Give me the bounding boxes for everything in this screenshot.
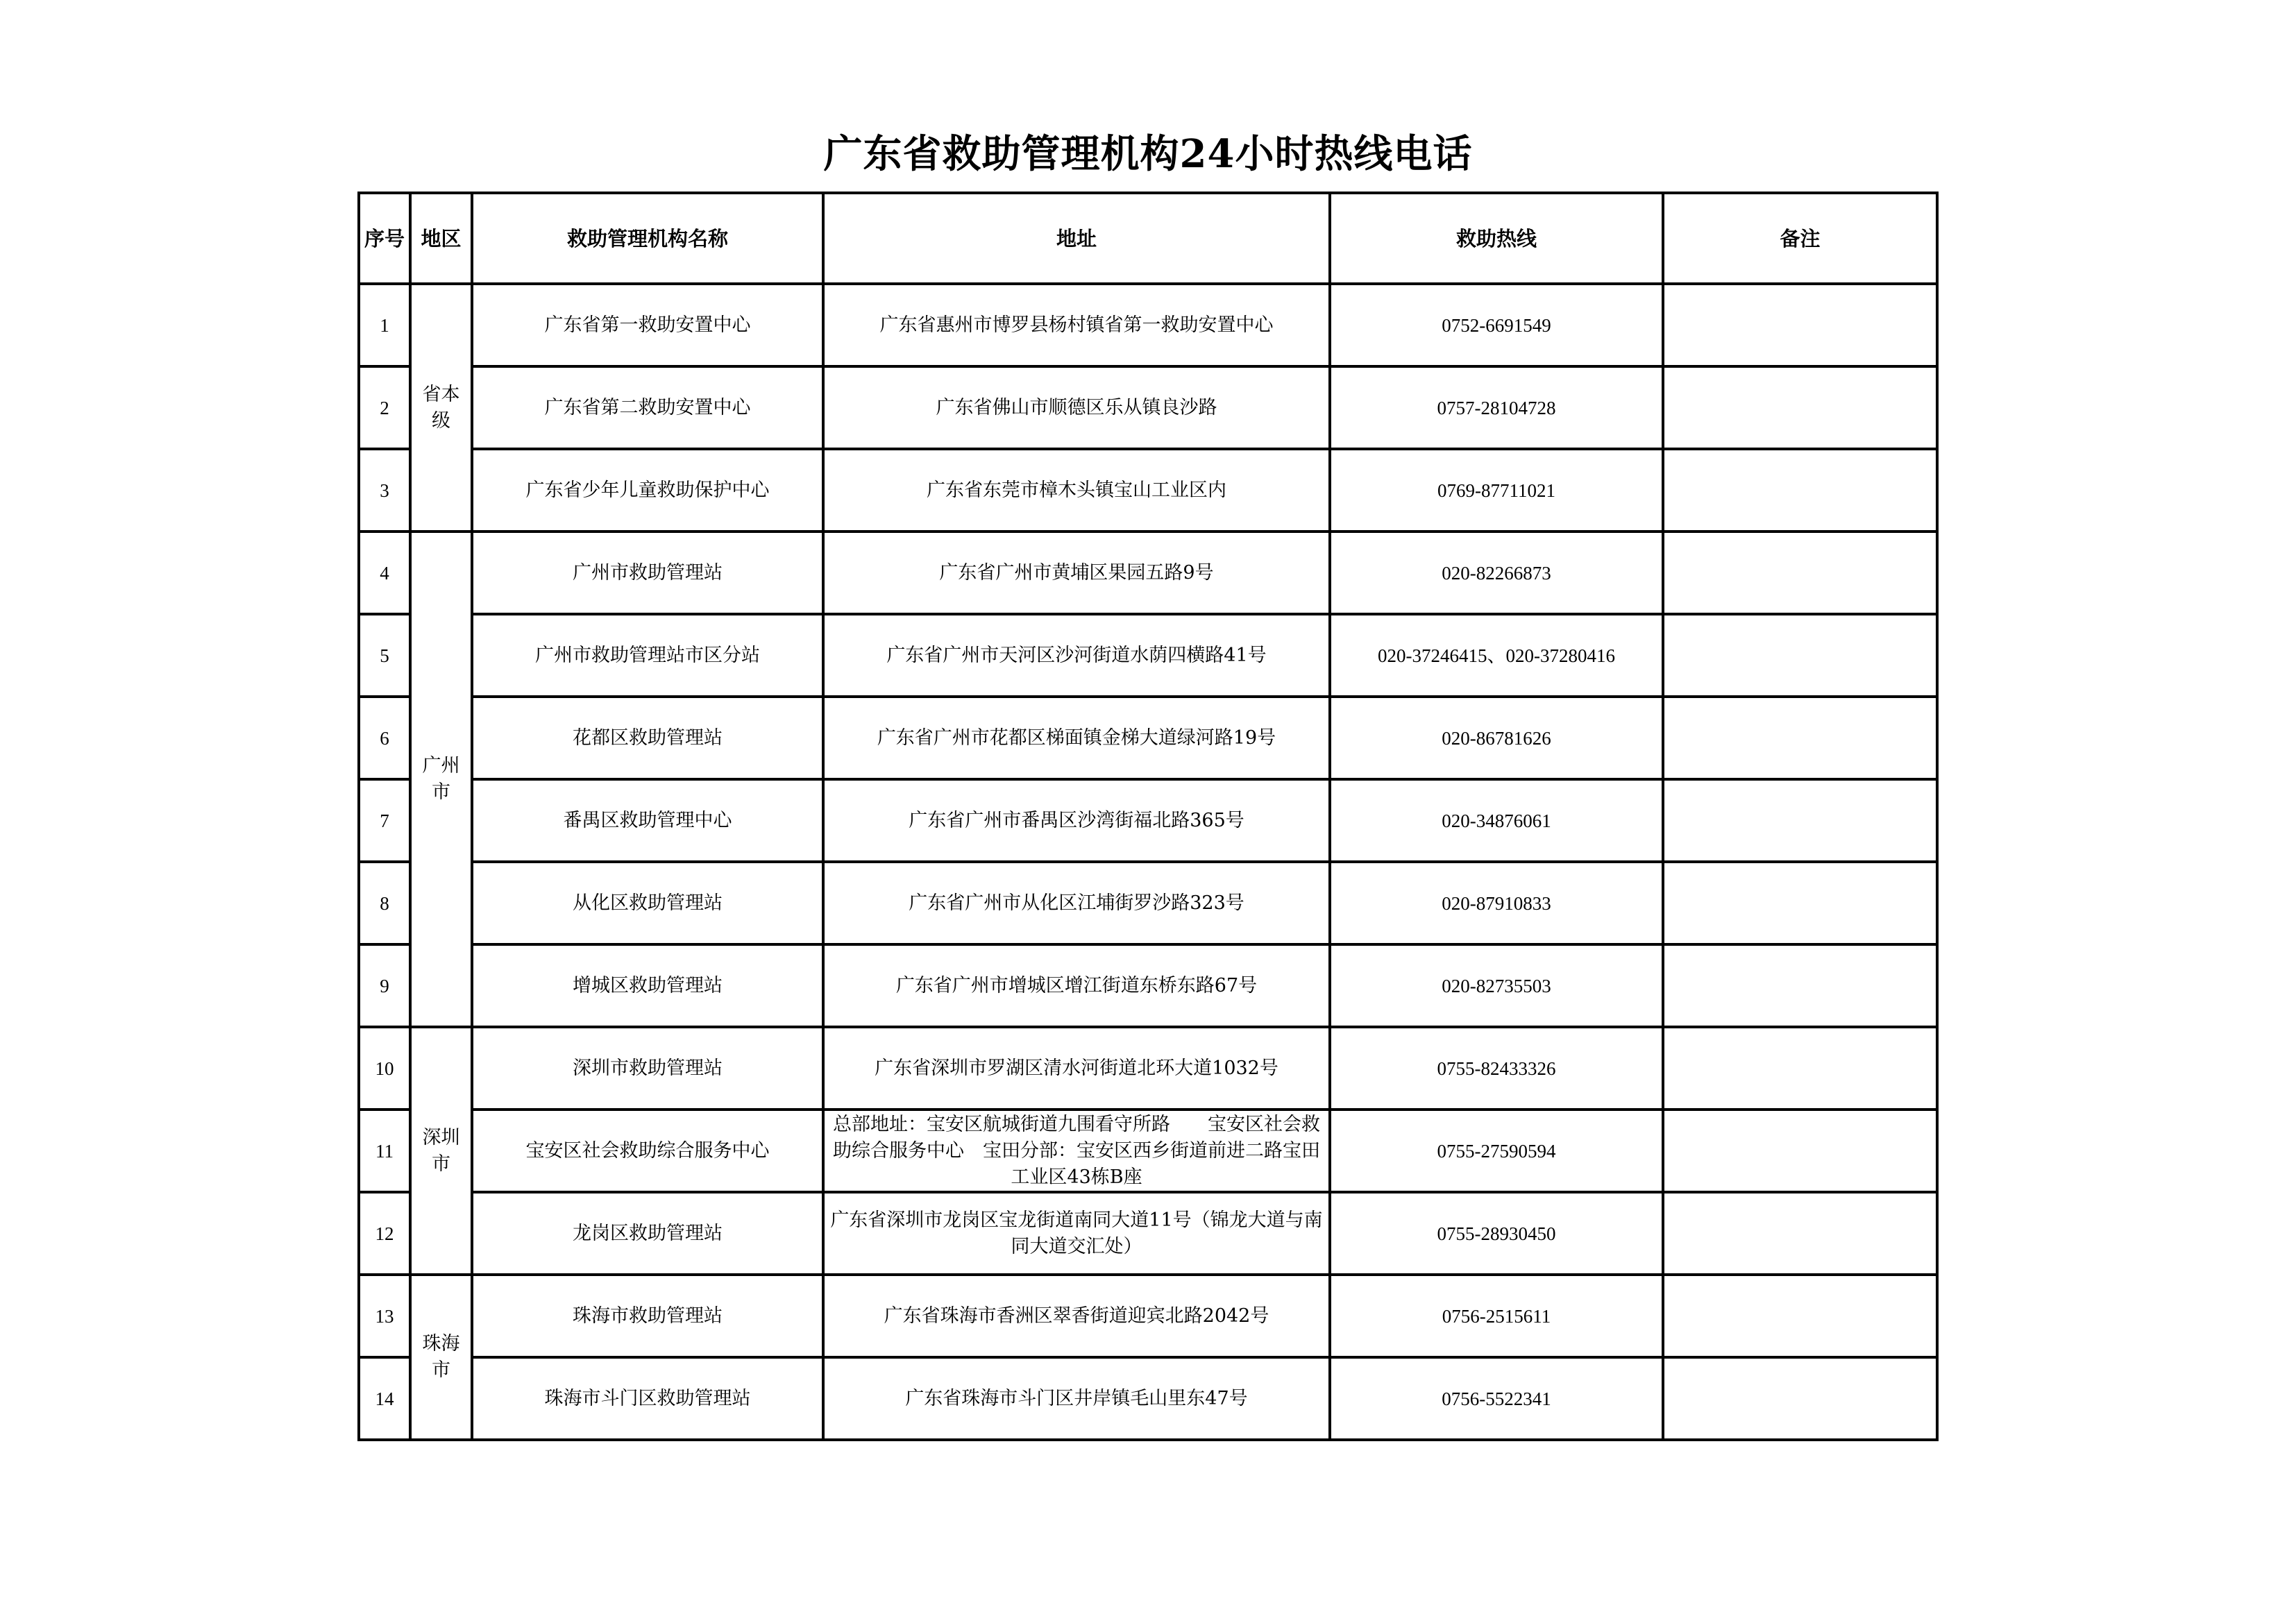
name-cell: 广东省第二救助安置中心 (472, 366, 823, 449)
header-region: 地区 (410, 193, 472, 284)
table-row (359, 1192, 1937, 1275)
region-cell-provincial: 省本级 (410, 284, 472, 532)
hotline-cell: 0752-6691549 (1330, 284, 1663, 366)
hotline-cell: 0769-87711021 (1330, 449, 1663, 532)
hotline-cell: 020-87910833 (1330, 862, 1663, 944)
seq-cell: 5 (359, 614, 410, 697)
hotline-cell: 0756-5522341 (1330, 1357, 1663, 1440)
seq-cell: 12 (359, 1192, 410, 1275)
hotline-cell: 0756-2515611 (1330, 1275, 1663, 1357)
table-row (359, 366, 1937, 449)
address-cell: 广东省广州市黄埔区果园五路9号 (823, 532, 1330, 614)
hotline-cell: 0755-27590594 (1330, 1110, 1663, 1192)
table-row (359, 697, 1937, 779)
hotline-table (357, 192, 1939, 1441)
header-seq: 序号 (359, 193, 410, 284)
address-cell: 广东省东莞市樟木头镇宝山工业区内 (823, 449, 1330, 532)
seq-cell: 1 (359, 284, 410, 366)
address-cell: 广东省广州市花都区梯面镇金梯大道绿河路19号 (823, 697, 1330, 779)
seq-cell: 7 (359, 779, 410, 862)
remarks-cell (1663, 1192, 1937, 1275)
remarks-cell (1663, 862, 1937, 944)
remarks-cell (1663, 1027, 1937, 1110)
address-cell: 广东省佛山市顺德区乐从镇良沙路 (823, 366, 1330, 449)
hotline-cell: 020-34876061 (1330, 779, 1663, 862)
seq-cell: 2 (359, 366, 410, 449)
table-row (359, 532, 1937, 614)
address-cell: 广东省广州市天河区沙河街道水荫四横路41号 (823, 614, 1330, 697)
region-cell-shenzhen: 深圳市 (410, 1027, 472, 1275)
seq-cell: 3 (359, 449, 410, 532)
hotline-cell: 0755-82433326 (1330, 1027, 1663, 1110)
name-cell: 广东省少年儿童救助保护中心 (472, 449, 823, 532)
table-row (359, 1357, 1937, 1440)
remarks-cell (1663, 366, 1937, 449)
table-row (359, 449, 1937, 532)
address-cell: 广东省珠海市斗门区井岸镇毛山里东47号 (823, 1357, 1330, 1440)
address-cell: 广东省深圳市龙岗区宝龙街道南同大道11号（锦龙大道与南同大道交汇处） (823, 1192, 1330, 1275)
name-cell: 花都区救助管理站 (472, 697, 823, 779)
table-row (359, 1027, 1937, 1110)
seq-cell: 13 (359, 1275, 410, 1357)
name-cell: 广东省第一救助安置中心 (472, 284, 823, 366)
table-row (359, 284, 1937, 366)
seq-cell: 9 (359, 944, 410, 1027)
seq-cell: 14 (359, 1357, 410, 1440)
name-cell: 增城区救助管理站 (472, 944, 823, 1027)
remarks-cell (1663, 1357, 1937, 1440)
seq-cell: 11 (359, 1110, 410, 1192)
name-cell: 深圳市救助管理站 (472, 1027, 823, 1110)
seq-cell: 4 (359, 532, 410, 614)
region-cell-guangzhou: 广州市 (410, 532, 472, 1027)
remarks-cell (1663, 697, 1937, 779)
remarks-cell (1663, 779, 1937, 862)
address-cell: 广东省广州市番禺区沙湾街福北路365号 (823, 779, 1330, 862)
remarks-cell (1663, 1110, 1937, 1192)
name-cell: 广州市救助管理站 (472, 532, 823, 614)
seq-cell: 6 (359, 697, 410, 779)
region-cell-zhuhai: 珠海市 (410, 1275, 472, 1440)
table-row (359, 779, 1937, 862)
remarks-cell (1663, 284, 1937, 366)
seq-cell: 10 (359, 1027, 410, 1110)
remarks-cell (1663, 944, 1937, 1027)
address-cell: 总部地址：宝安区航城街道九围看守所路 宝安区社会救助综合服务中心 宝田分部：宝安区西乡街道前进二路宝田工业区43栋B座 (823, 1110, 1330, 1192)
address-cell: 广东省珠海市香洲区翠香街道迎宾北路2042号 (823, 1275, 1330, 1357)
name-cell: 宝安区社会救助综合服务中心 (472, 1110, 823, 1192)
table-row (359, 1275, 1937, 1357)
table-row (359, 1110, 1937, 1192)
hotline-cell: 020-82735503 (1330, 944, 1663, 1027)
table-row (359, 944, 1937, 1027)
remarks-cell (1663, 614, 1937, 697)
remarks-cell (1663, 449, 1937, 532)
hotline-cell: 0757-28104728 (1330, 366, 1663, 449)
header-remarks: 备注 (1663, 193, 1937, 284)
hotline-cell: 0755-28930450 (1330, 1192, 1663, 1275)
address-cell: 广东省惠州市博罗县杨村镇省第一救助安置中心 (823, 284, 1330, 366)
table-row (359, 862, 1937, 944)
name-cell: 从化区救助管理站 (472, 862, 823, 944)
name-cell: 珠海市斗门区救助管理站 (472, 1357, 823, 1440)
table-header-row (359, 193, 1937, 284)
header-name: 救助管理机构名称 (472, 193, 823, 284)
hotline-cell: 020-82266873 (1330, 532, 1663, 614)
hotline-cell: 020-37246415、020-37280416 (1330, 614, 1663, 697)
table-row (359, 614, 1937, 697)
name-cell: 龙岗区救助管理站 (472, 1192, 823, 1275)
hotline-cell: 020-86781626 (1330, 697, 1663, 779)
remarks-cell (1663, 1275, 1937, 1357)
name-cell: 广州市救助管理站市区分站 (472, 614, 823, 697)
address-cell: 广东省深圳市罗湖区清水河街道北环大道1032号 (823, 1027, 1330, 1110)
seq-cell: 8 (359, 862, 410, 944)
address-cell: 广东省广州市从化区江埔街罗沙路323号 (823, 862, 1330, 944)
name-cell: 珠海市救助管理站 (472, 1275, 823, 1357)
address-cell: 广东省广州市增城区增江街道东桥东路67号 (823, 944, 1330, 1027)
header-address: 地址 (823, 193, 1330, 284)
name-cell: 番禺区救助管理中心 (472, 779, 823, 862)
header-hotline: 救助热线 (1330, 193, 1663, 284)
document-title: 广东省救助管理机构24小时热线电话 (823, 131, 1473, 177)
remarks-cell (1663, 532, 1937, 614)
